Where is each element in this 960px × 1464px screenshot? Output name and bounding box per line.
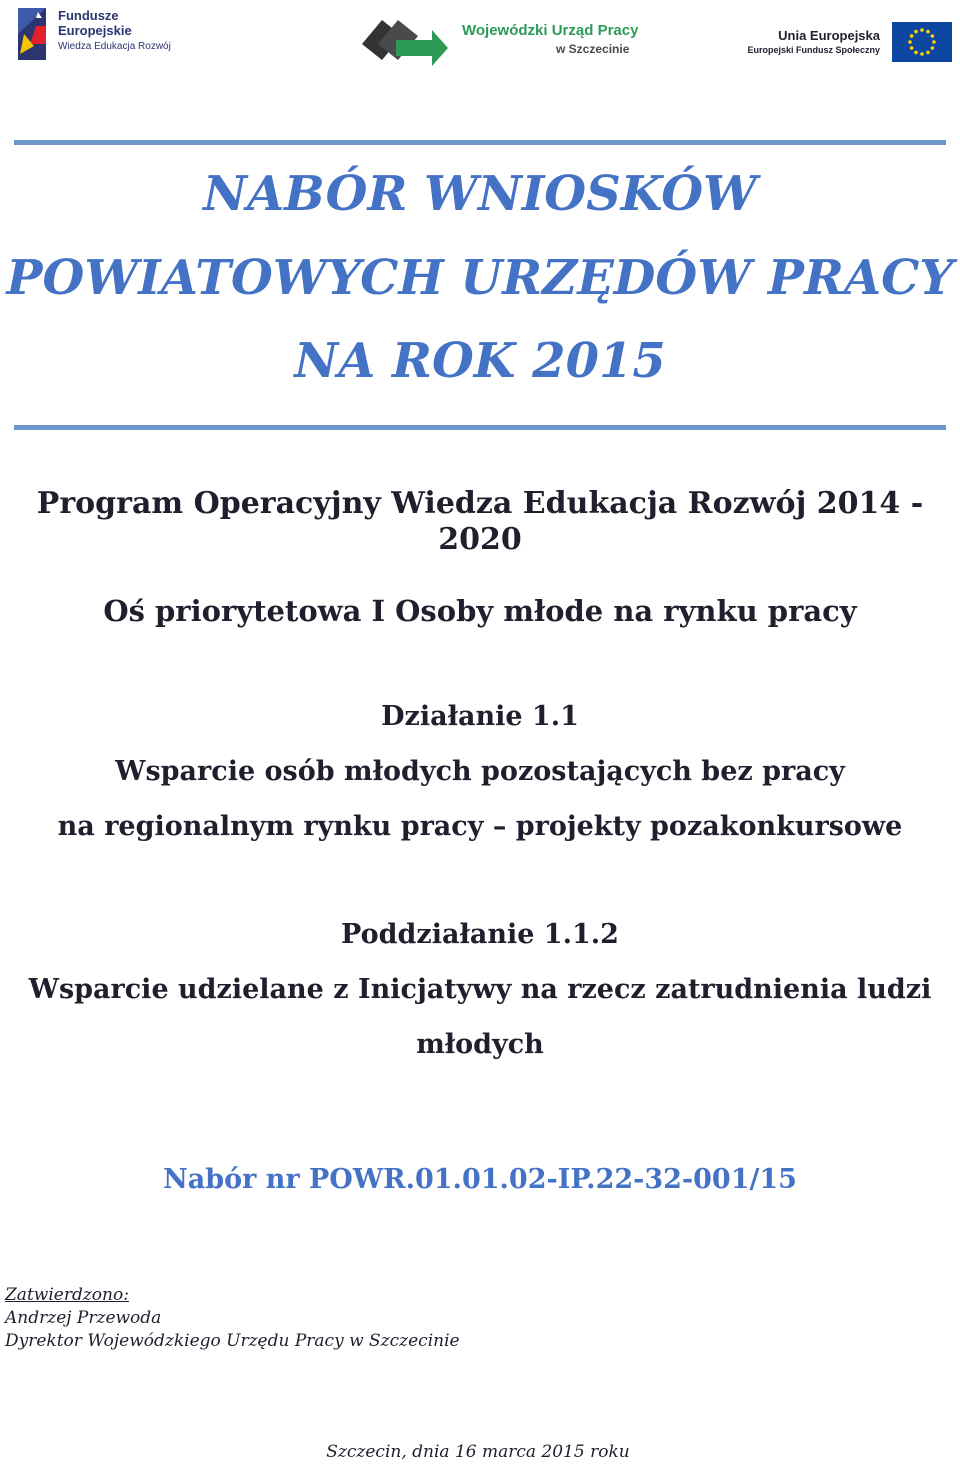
call-number: Nabór nr POWR.01.01.02-IP.22-32-001/15 xyxy=(163,1164,797,1195)
wup-szczecin-logo xyxy=(362,14,652,68)
approver-name: Andrzej Przewoda xyxy=(5,1308,162,1328)
priority-axis: Oś priorytetowa I Osoby młode na rynku pracy xyxy=(103,594,857,628)
subaction-line-2: młodych xyxy=(416,1029,544,1060)
ue-logo-text-1: Unia Europejska xyxy=(778,28,880,43)
unia-europejska-logo xyxy=(747,22,952,62)
top-divider xyxy=(14,140,946,145)
fe-logo-text-3: Wiedza Edukacja Rozwój xyxy=(58,41,171,52)
title-line-3: NA ROK 2015 xyxy=(294,333,666,389)
subaction-label: Poddziałanie 1.1.2 xyxy=(341,919,619,950)
action-label: Działanie 1.1 xyxy=(381,701,579,732)
action-line-2: na regionalnym rynku pracy – projekty pozakonkursowe xyxy=(57,811,903,842)
place-date: Szczecin, dnia 16 marca 2015 roku xyxy=(326,1442,630,1462)
title-line-2: POWIATOWYCH URZĘDÓW PRACY xyxy=(6,250,954,306)
approval-label: Zatwierdzono: xyxy=(5,1285,129,1305)
eu-flag-icon xyxy=(892,22,952,62)
wup-logo-text-2: w Szczecinie xyxy=(556,42,630,56)
program-name: Program Operacyjny Wiedza Edukacja Rozwój 2014 - 2020 xyxy=(36,486,924,557)
bottom-divider xyxy=(14,425,946,430)
wup-logo-text-1: Wojewódzki Urząd Pracy xyxy=(462,22,639,39)
fundusze-europejskie-logo xyxy=(16,4,186,62)
title-line-1: NABÓR WNIOSKÓW xyxy=(203,166,757,222)
action-line-1: Wsparcie osób młodych pozostających bez pracy xyxy=(115,756,845,787)
approver-position: Dyrektor Wojewódzkiego Urzędu Pracy w Szczecinie xyxy=(5,1331,460,1351)
wup-emblem-icon xyxy=(362,14,452,68)
fe-logo-text-1: Fundusze xyxy=(58,8,119,23)
ue-logo-text-2: Europejski Fundusz Społeczny xyxy=(747,45,880,55)
subaction-line-1: Wsparcie udzielane z Inicjatywy na rzecz zatrudnienia ludzi xyxy=(28,974,932,1005)
fe-emblem-icon xyxy=(16,4,52,62)
fe-logo-text-2: Europejskie xyxy=(58,23,132,38)
